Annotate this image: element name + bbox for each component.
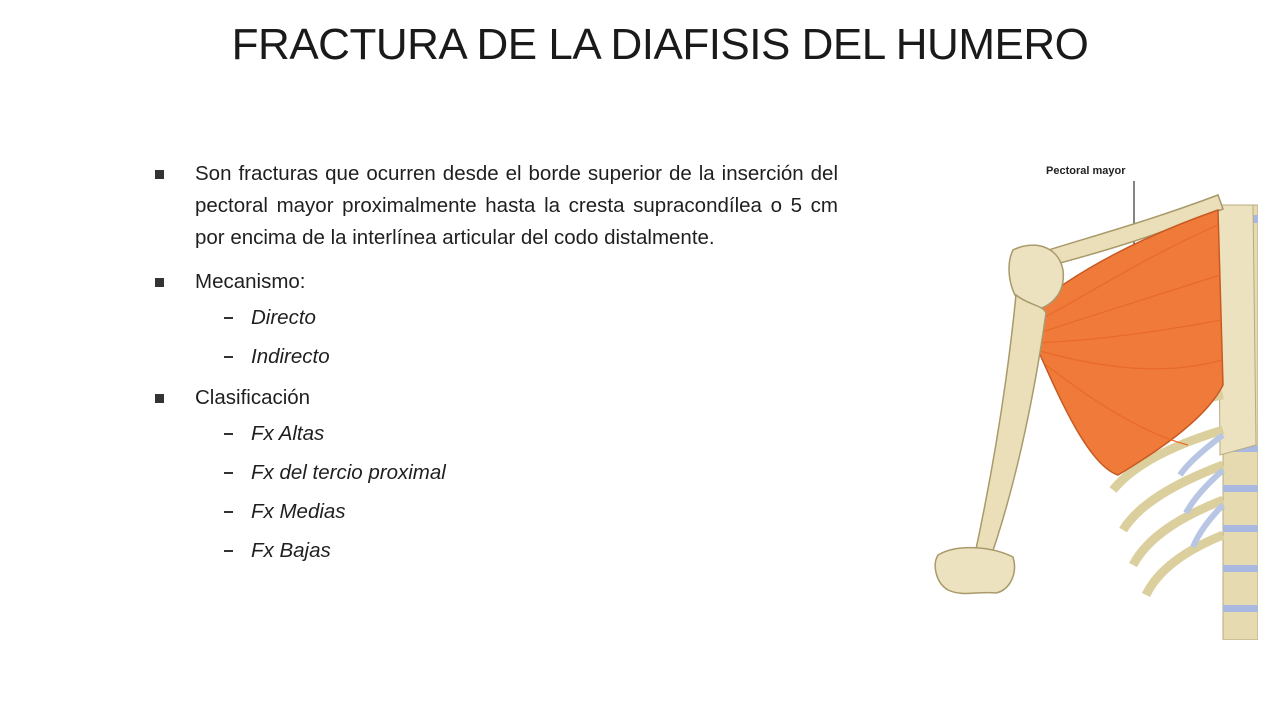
sub-bullet-text: Fx del tercio proximal	[251, 461, 446, 484]
slide-title: FRACTURA DE LA DIAFISIS DEL HUMERO	[231, 20, 1089, 69]
sub-bullet-indirecto	[155, 337, 838, 376]
dash-bullet-icon	[224, 356, 233, 358]
sub-bullet-text: Fx Altas	[251, 422, 325, 445]
sub-bullet-fx-bajas	[155, 531, 838, 570]
humerus-condyles	[935, 548, 1014, 594]
dash-bullet-icon	[224, 472, 233, 474]
figure-label: Pectoral mayor	[1046, 165, 1126, 177]
sub-bullet-fx-tercio-proximal	[155, 453, 838, 492]
square-bullet-icon	[155, 278, 164, 287]
bullet-definition	[155, 158, 838, 254]
sub-bullet-directo	[155, 298, 838, 337]
bullet-mechanism	[155, 266, 838, 298]
sub-bullet-text: Directo	[251, 306, 316, 329]
sternum	[1218, 205, 1256, 455]
dash-bullet-icon	[224, 511, 233, 513]
sub-bullet-text: Fx Medias	[251, 500, 346, 523]
anatomy-illustration	[918, 145, 1258, 640]
sub-bullet-text: Indirecto	[251, 345, 330, 368]
dash-bullet-icon	[224, 550, 233, 552]
square-bullet-icon	[155, 170, 164, 179]
costal-cartilage	[1180, 435, 1223, 547]
sub-bullet-fx-altas	[155, 414, 838, 453]
sub-bullet-text: Fx Bajas	[251, 539, 331, 562]
slide-body	[155, 158, 838, 570]
square-bullet-icon	[155, 394, 164, 403]
dash-bullet-icon	[224, 317, 233, 319]
bullet-text: Son fracturas que ocurren desde el borde superior de la inserción del pectoral mayor proximalmente hasta la cresta supracondílea o 5 cm por encima de la interlínea articular del codo distalmente.	[195, 162, 838, 249]
bullet-text: Clasificación	[195, 386, 311, 409]
bullet-classification	[155, 382, 838, 414]
humerus-shaft	[973, 295, 1046, 565]
bullet-text: Mecanismo:	[195, 270, 306, 293]
sub-bullet-fx-medias	[155, 492, 838, 531]
dash-bullet-icon	[224, 433, 233, 435]
